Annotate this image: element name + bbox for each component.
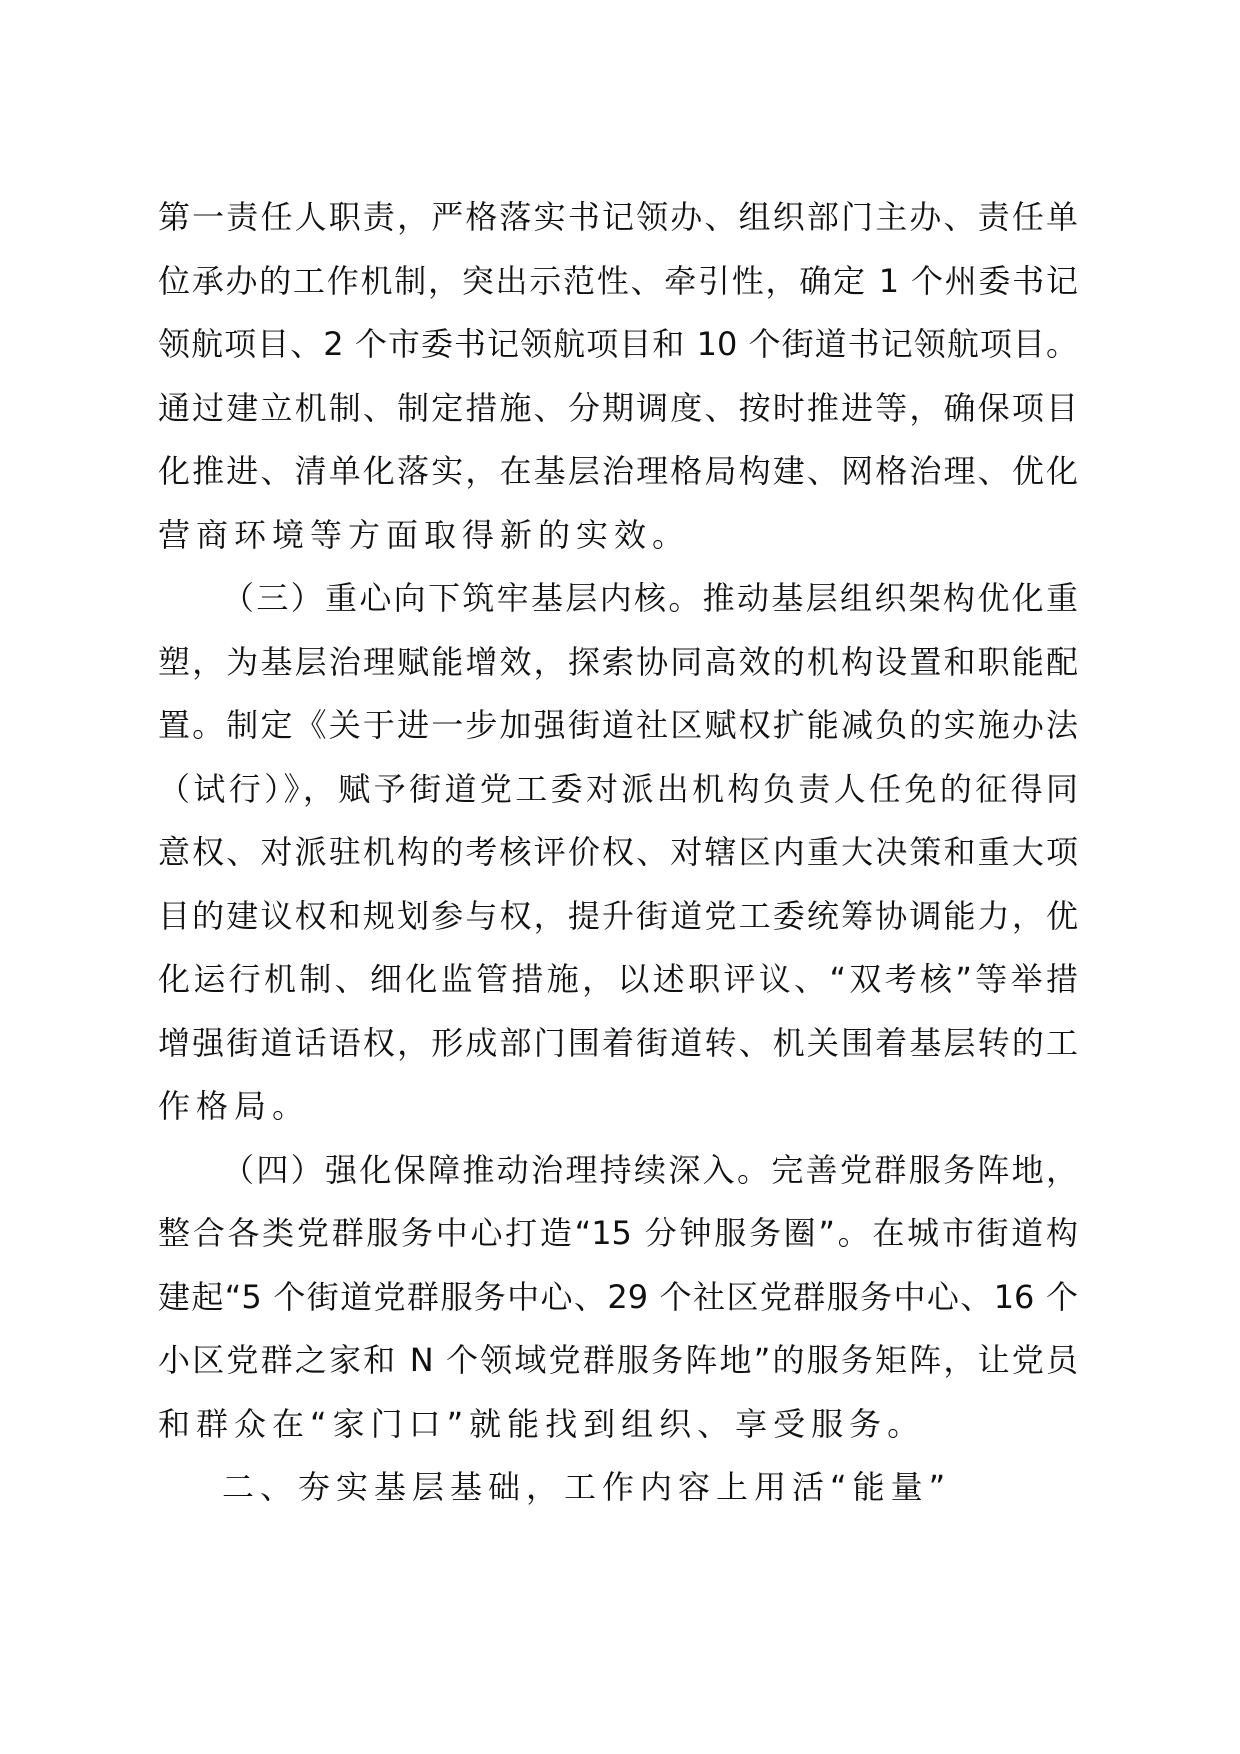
paragraph-line: （试行）》，赋予街道党工委对派出机构负责人任免的征得同 [158, 769, 1078, 808]
paragraph-line: 位承办的工作机制，突出示范性、牵引性，确定 1 个州委书记 [158, 261, 1078, 300]
paragraph-line: 第一责任人职责，严格落实书记领办、组织部门主办、责任单 [158, 198, 1078, 236]
paragraph-line: 营商环境等方面取得新的实效。 [158, 515, 691, 554]
section-heading-line: （三）重心向下筑牢基层内核。推动基层组织架构优化重 [222, 579, 1078, 617]
paragraph-line: 作格局。 [158, 1087, 311, 1125]
paragraph-line: 和群众在“家门口”就能找到组织、享受服务。 [158, 1404, 926, 1443]
paragraph-line: 目的建议权和规划参与权，提升街道党工委统筹协调能力，优 [158, 896, 1078, 935]
part-heading: 二、夯实基层基础，工作内容上用活“能量” [222, 1468, 952, 1506]
paragraph-line: 化运行机制、细化监管措施，以述职评议、“双考核”等举措 [158, 960, 1078, 998]
paragraph-line: 小区党群之家和 N 个领域党群服务阵地”的服务矩阵，让党员 [158, 1341, 1078, 1379]
paragraph-line: 塑，为基层治理赋能增效，探索协同高效的机构设置和职能配 [158, 642, 1078, 681]
paragraph-part-two-heading [158, 1456, 1078, 1520]
paragraph-line: 增强街道话语权，形成部门围着街道转、机关围着基层转的工 [158, 1023, 1078, 1062]
paragraph-line: 置。制定《关于进一步加强街道社区赋权扩能减负的实施办法 [158, 706, 1078, 744]
paragraph-line: 领航项目、2 个市委书记领航项目和 10 个街道书记领航项目。 [158, 325, 1078, 363]
paragraph-section-four [158, 1139, 1078, 1457]
paragraph-line: 通过建立机制、制定措施、分期调度、按时推进等，确保项目 [158, 388, 1078, 427]
paragraph-responsibility-projects [158, 186, 1078, 567]
paragraph-line: 意权、对派驻机构的考核评价权、对辖区内重大决策和重大项 [158, 833, 1078, 871]
section-heading-line: （四）强化保障推动治理持续深入。完善党群服务阵地， [222, 1150, 1078, 1189]
paragraph-line: 整合各类党群服务中心打造“15 分钟服务圈”。在城市街道构 [158, 1214, 1078, 1252]
paragraph-line: 建起“5 个街道党群服务中心、29 个社区党群服务中心、16 个 [158, 1277, 1078, 1316]
paragraph-section-three [158, 567, 1078, 1139]
document-body [158, 186, 1078, 1520]
paragraph-line: 化推进、清单化落实，在基层治理格局构建、网格治理、优化 [158, 452, 1078, 490]
